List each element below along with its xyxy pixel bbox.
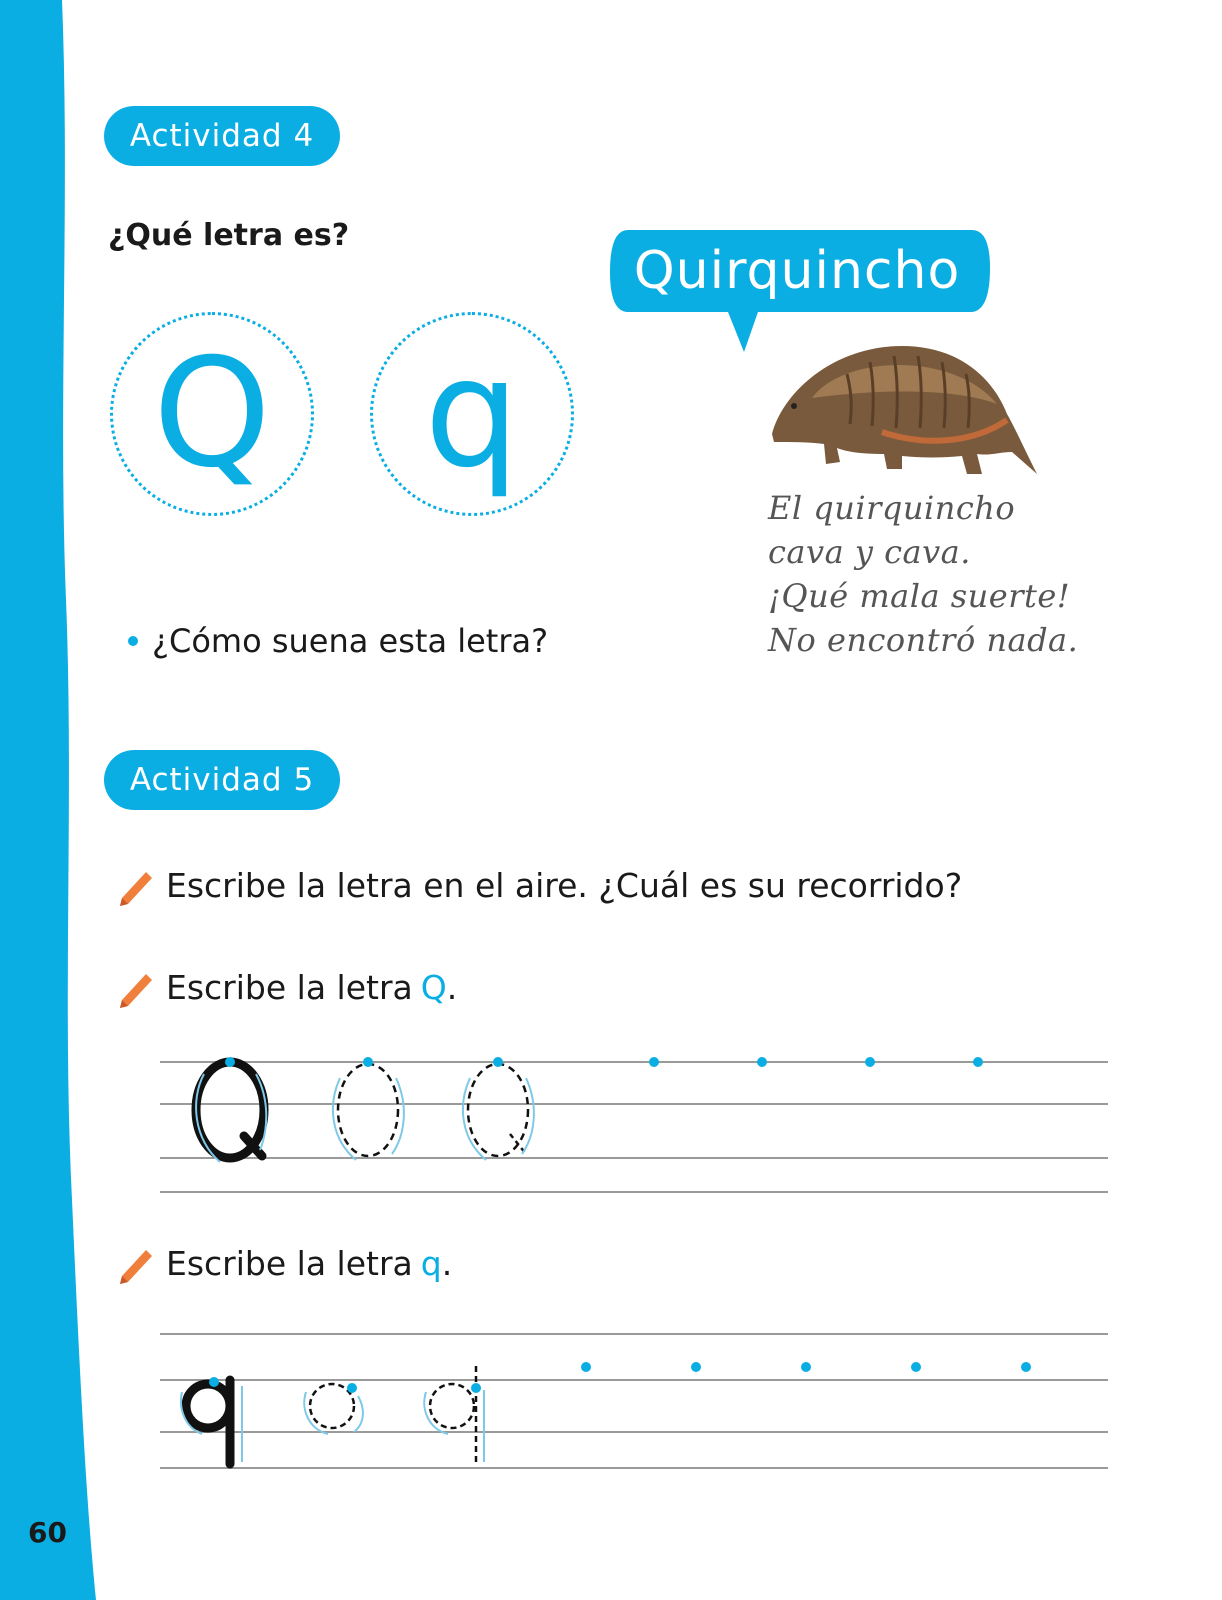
bullet-dot-icon bbox=[128, 636, 138, 646]
poem bbox=[768, 486, 1078, 662]
activity-5-label: Actividad 5 bbox=[104, 750, 340, 810]
write-upper-instruction bbox=[116, 966, 457, 1008]
period: . bbox=[441, 1243, 453, 1283]
write-lower-instruction bbox=[116, 1242, 452, 1284]
write-prefix: Escribe la letra bbox=[166, 967, 413, 1007]
poem-line: ¡Qué mala suerte! bbox=[768, 577, 1071, 615]
poem-line: cava y cava. bbox=[768, 533, 971, 571]
pencil-icon bbox=[116, 1242, 158, 1284]
write-prefix: Escribe la letra bbox=[166, 1243, 413, 1283]
pencil-icon bbox=[116, 966, 158, 1008]
page-number: 60 bbox=[28, 1516, 67, 1549]
sound-question bbox=[128, 622, 548, 660]
sound-question-text: ¿Cómo suena esta letra? bbox=[152, 622, 549, 660]
side-band bbox=[0, 0, 110, 1600]
lower-tracing-lines[interactable] bbox=[160, 1306, 1120, 1476]
poem-line: No encontró nada. bbox=[768, 621, 1079, 659]
upper-tracing-lines[interactable] bbox=[160, 1030, 1120, 1200]
upper-target-letter: Q bbox=[420, 967, 447, 1007]
air-writing-instruction bbox=[116, 864, 962, 906]
letter-question: ¿Qué letra es? bbox=[108, 218, 350, 253]
bubble-word: Quirquincho bbox=[633, 241, 961, 301]
armadillo-image bbox=[752, 334, 1052, 484]
air-writing-text: Escribe la letra en el aire. ¿Cuál es su recorrido? bbox=[166, 865, 963, 905]
activity-4-label: Actividad 4 bbox=[104, 106, 340, 166]
period: . bbox=[446, 967, 458, 1007]
poem-line: El quirquincho bbox=[768, 489, 1016, 527]
pencil-icon bbox=[116, 864, 158, 906]
lower-letter: q bbox=[424, 327, 520, 501]
upper-letter-circle bbox=[110, 312, 314, 516]
lower-letter-circle bbox=[370, 312, 574, 516]
upper-letter: Q bbox=[152, 327, 272, 501]
lower-target-letter: q bbox=[420, 1243, 442, 1283]
